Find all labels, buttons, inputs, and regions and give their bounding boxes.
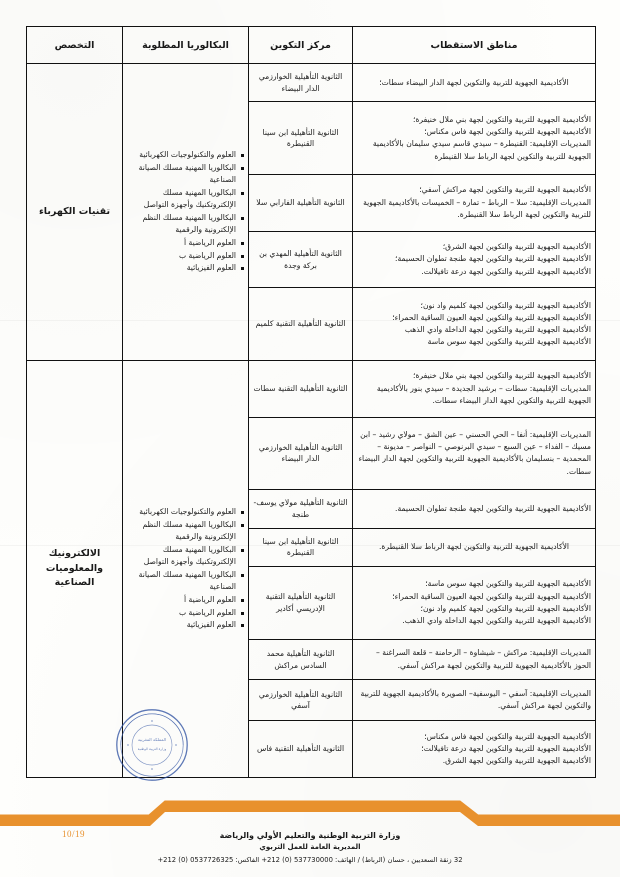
baccalaureate-item: العلوم الفيزيائية: [127, 619, 244, 631]
baccalaureate-item: البكالوريا المهنية مسلك الصيانة الصناعية: [127, 162, 244, 187]
baccalaureate-item: العلوم والتكنولوجيات الكهربائية: [127, 506, 244, 518]
catchment-area-line: الأكاديمية الجهوية للتربية والتكوين لجهة العيون الساقية الحمراء؛: [392, 312, 591, 322]
admissions-table: [26, 26, 596, 778]
catchment-area-line: الأكاديمية الجهوية للتربية والتكوين لجهة الداخلة وادي الذهب: [404, 325, 591, 335]
catchment-area-line: الأكاديمية الجهوية للتربية والتكوين لجهة العيون الساقية الحمراء؛: [392, 591, 591, 601]
baccalaureate-item: البكالوريا المهنية مسلك الصيانة الصناعية: [127, 569, 244, 594]
cell-catchment-areas: [353, 680, 596, 721]
catchment-area-line: المديريات الإقليمية: القنيطرة – سيدي قاسم سيدي سليمان بالأكاديمية الجهوية للتربية والتكوين لجهة الرباط سلا القنيطرة: [372, 139, 591, 161]
footer-address: 32 زنقة السعديين ، حسان (الرباط) / الهاتف: 537730000 (0) 212+ الفاكس: 0537726325 (0) 212+: [157, 856, 463, 865]
baccalaureate-item: العلوم الرياضية أ: [127, 237, 244, 249]
cell-catchment-areas: [353, 64, 596, 102]
cell-specialization: الالكترونيك والمعلوميات الصناعية: [27, 360, 123, 777]
baccalaureate-item: العلوم الفيزيائية: [127, 262, 244, 274]
cell-training-center: الثانوية التأهيلية المهدي بن بركة وجدة: [249, 231, 353, 288]
catchment-area-line: المديريات الإقليمية: سطات – برشيد الجديدة – سيدي بنور بالأكاديمية الجهوية للتربية والتكوين لجهة الدار البيضاء سطات.: [376, 383, 591, 405]
baccalaureate-item: العلوم والتكنولوجيات الكهربائية: [127, 149, 244, 161]
catchment-area-line: الأكاديمية الجهوية للتربية والتكوين لجهة طنجة تطوان الحسيمة؛: [395, 254, 591, 264]
baccalaureate-item: العلوم الرياضية ب: [127, 607, 244, 619]
baccalaureate-item: البكالوريا المهنية مسلك الإلكتروتكنيك وأجهزة التواصل: [127, 544, 244, 569]
cell-training-center: الثانوية التأهيلية التقنية كلميم: [249, 288, 353, 361]
catchment-area-line: الأكاديمية الجهوية للتربية والتكوين لجهة الدار البيضاء سطات؛: [379, 77, 569, 87]
baccalaureate-item: العلوم الرياضية ب: [127, 250, 244, 262]
table-header-row: [27, 27, 596, 64]
cell-catchment-areas: [353, 567, 596, 640]
catchment-area-line: المديريات الإقليمية: سلا – الرباط – تمارة – الخميسات بالأكاديمية الجهوية للتربية والتكوين لجهة الرباط سلا القنيطرة.: [363, 197, 591, 219]
header-catchment-areas: مناطق الاستقطاب: [353, 27, 596, 64]
orange-ribbon-decoration: [0, 799, 620, 829]
cell-catchment-areas: [353, 721, 596, 778]
page-number: 10/19: [62, 829, 86, 839]
cell-training-center: الثانوية التأهيلية التقنية الإدريسي أكادير: [249, 567, 353, 640]
footer-directorate: المديرية العامة للعمل التربوي: [259, 843, 361, 852]
header-training-center: مركز التكوين: [249, 27, 353, 64]
svg-text:وزارة التربية الوطنية: وزارة التربية الوطنية: [137, 746, 167, 751]
cell-training-center: الثانوية التأهيلية ابن سينا القنيطرة: [249, 528, 353, 566]
catchment-area-line: الأكاديمية الجهوية للتربية والتكوين لجهة كلميم واد نون؛: [420, 300, 591, 310]
cell-training-center: الثانوية التأهيلية التقنية فاس: [249, 721, 353, 778]
footer-ministry: وزارة التربية الوطنية والتعليم الأولي والرياضة: [219, 830, 401, 840]
catchment-area-line: الأكاديمية الجهوية للتربية والتكوين لجهة الشرق؛: [442, 242, 591, 252]
cell-catchment-areas: [353, 288, 596, 361]
cell-training-center: الثانوية التأهيلية ابن سينا القنيطرة: [249, 102, 353, 175]
table-row: [27, 360, 596, 417]
cell-baccalaureate-list: [123, 360, 249, 777]
catchment-area-line: الأكاديمية الجهوية للتربية والتكوين لجهة الرباط سلا القنيطرة.: [378, 542, 570, 552]
cell-catchment-areas: [353, 175, 596, 232]
cell-training-center: الثانوية التأهيلية الخوارزمي الدار البيضاء: [249, 417, 353, 490]
cell-training-center: الثانوية التأهيلية محمد السادس مراكش: [249, 639, 353, 680]
catchment-area-line: الأكاديمية الجهوية للتربية والتكوين لجهة فاس مكناس؛: [424, 126, 591, 136]
cell-training-center: الثانوية التأهيلية الفارابي سلا: [249, 175, 353, 232]
baccalaureate-item: البكالوريا المهنية مسلك النظم الإلكترونية والرقمية: [127, 212, 244, 237]
catchment-area-line: الأكاديمية الجهوية للتربية والتكوين لجهة مراكش آسفي؛: [419, 185, 591, 195]
header-baccalaureate: البكالوريا المطلوبة: [123, 27, 249, 64]
table-body: [27, 64, 596, 778]
catchment-area-line: الأكاديمية الجهوية للتربية والتكوين لجهة درعة تافيلالت؛: [421, 743, 591, 753]
catchment-area-line: الأكاديمية الجهوية للتربية والتكوين لجهة فاس مكناس؛: [424, 731, 591, 741]
catchment-area-line: المديريات الإقليمية: مراكش – شيشاوة – الرحامنة – قلعة السراغنة – الحوز بالأكاديمية الجهوية للتربية والتكوين لجهة مراكش آسفي.: [375, 648, 591, 670]
cell-training-center: الثانوية التأهيلية مولاي يوسف- طنجة: [249, 490, 353, 528]
catchment-area-line: المديريات الإقليمية: آسفي – اليوسفية– الصويرة بالأكاديمية الجهوية للتربية والتكوين لجهة مراكش آسفي.: [360, 689, 591, 711]
svg-text:المملكة المغربية: المملكة المغربية: [137, 737, 167, 742]
cell-specialization: تقنيات الكهرباء: [27, 64, 123, 361]
catchment-area-line: الأكاديمية الجهوية للتربية والتكوين لجهة سوس ماسة: [427, 337, 591, 347]
cell-training-center: الثانوية التأهيلية الخوارزمي آسفي: [249, 680, 353, 721]
catchment-area-line: الأكاديمية الجهوية للتربية والتكوين لجهة الشرق.: [442, 756, 591, 766]
catchment-area-line: الأكاديمية الجهوية للتربية والتكوين لجهة بني ملال خنيفرة؛: [413, 371, 591, 381]
catchment-area-line: الأكاديمية الجهوية للتربية والتكوين لجهة كلميم واد نون؛: [420, 603, 591, 613]
cell-baccalaureate-list: [123, 64, 249, 361]
cell-training-center: الثانوية التأهيلية التقنية سطات: [249, 360, 353, 417]
cell-catchment-areas: [353, 231, 596, 288]
catchment-area-line: الأكاديمية الجهوية للتربية والتكوين لجهة بني ملال خنيفرة؛: [413, 114, 591, 124]
cell-catchment-areas: [353, 102, 596, 175]
cell-catchment-areas: [353, 360, 596, 417]
admissions-table-container: [26, 26, 596, 778]
catchment-area-line: الأكاديمية الجهوية للتربية والتكوين لجهة الداخلة وادي الذهب.: [402, 616, 591, 626]
catchment-area-line: الأكاديمية الجهوية للتربية والتكوين لجهة سوس ماسة؛: [425, 579, 591, 589]
cell-training-center: الثانوية التأهيلية الخوارزمي الدار البيضاء: [249, 64, 353, 102]
page-footer: [0, 829, 620, 867]
header-specialization: التخصص: [27, 27, 123, 64]
catchment-area-line: الأكاديمية الجهوية للتربية والتكوين لجهة طنجة تطوان الحسيمة.: [395, 503, 591, 513]
baccalaureate-item: البكالوريا المهنية مسلك النظم الإلكترونية والرقمية: [127, 519, 244, 544]
table-row: [27, 64, 596, 102]
cell-catchment-areas: [353, 417, 596, 490]
cell-catchment-areas: [353, 528, 596, 566]
catchment-area-line: المديريات الإقليمية: أنفا – الحي الحسني – عين الشق – مولاي رشيد – ابن مسيك – الفداء – عين السبع – سيدي البرنوصي – النواصر – مديونة – المحمدية – بنسليمان بالأكاديمية الجهوية للتربية والتكوين لجهة الدار البيضاء سطات.: [358, 429, 591, 476]
baccalaureate-item: البكالوريا المهنية مسلك الإلكتروتكنيك وأجهزة التواصل: [127, 187, 244, 212]
cell-catchment-areas: [353, 490, 596, 528]
catchment-area-line: الأكاديمية الجهوية للتربية والتكوين لجهة درعة تافيلالت.: [421, 266, 591, 276]
cell-catchment-areas: [353, 639, 596, 680]
baccalaureate-item: العلوم الرياضية أ: [127, 594, 244, 606]
